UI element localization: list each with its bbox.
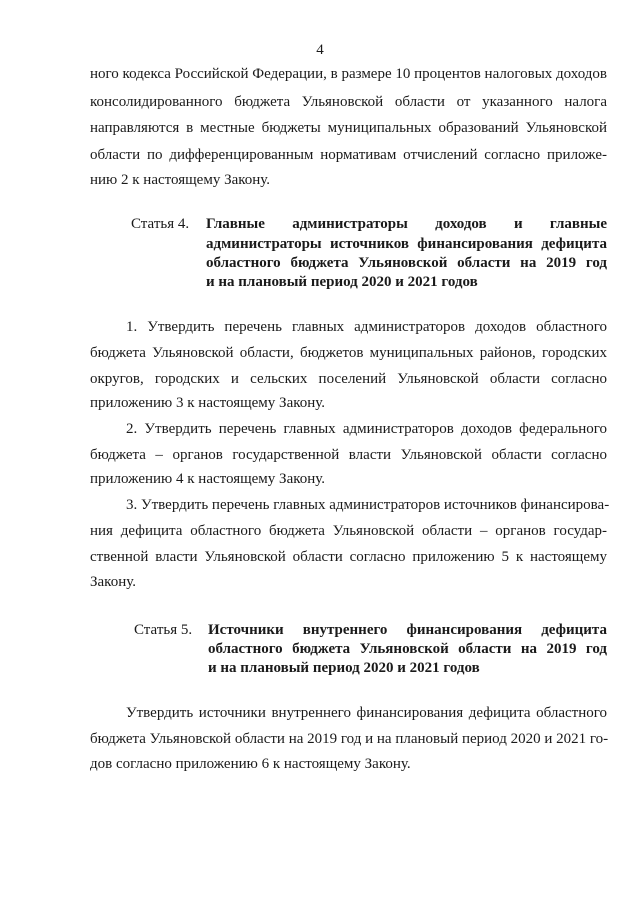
article-title-line: Источники внутреннего финансирования дефицита <box>208 622 607 638</box>
text-line: ного кодекса Российской Федерации, в размере 10 процентов налоговых доходов <box>90 66 608 82</box>
text-line: области по дифференцированным нормативам отчислений согласно приложе- <box>90 147 607 163</box>
text-line: ственной власти Ульяновской области согласно приложению 5 к настоящему <box>90 549 607 565</box>
text-line: консолидированного бюджета Ульяновской области от указанного налога <box>90 94 607 110</box>
text-line: Утвердить источники внутреннего финансирования дефицита областного <box>126 705 607 721</box>
article-label: Статья 5. <box>134 622 193 638</box>
article-title-line: и на плановый период 2020 и 2021 годов <box>208 660 480 676</box>
text-line: бюджета Ульяновской области, бюджетов муниципальных районов, городских <box>90 345 607 361</box>
text-line: нию 2 к настоящему Закону. <box>90 172 271 188</box>
text-line: бюджета Ульяновской области на 2019 год и на плановый период 2020 и 2021 го- <box>90 731 609 747</box>
text-line: бюджета – органов государственной власти Ульяновской области согласно <box>90 447 607 463</box>
article-title-line: администраторы источников финансирования дефицита <box>206 236 607 252</box>
text-line: дов согласно приложению 6 к настоящему Закону. <box>90 756 411 772</box>
article-title-line: Главные администраторы доходов и главные <box>206 216 607 232</box>
text-line: ния дефицита областного бюджета Ульяновской области – органов государ- <box>90 523 607 539</box>
article-title-line: областного бюджета Ульяновской области на 2019 год <box>206 255 607 271</box>
text-line: приложению 4 к настоящему Закону. <box>90 471 326 487</box>
text-line: 2. Утвердить перечень главных администраторов доходов федерального <box>126 421 607 437</box>
text-line: округов, городских и сельских поселений Ульяновской области согласно <box>90 371 607 387</box>
text-line: приложению 3 к настоящему Закону. <box>90 395 326 411</box>
page-number: 4 <box>316 42 324 58</box>
text-line: направляются в местные бюджеты муниципальных образований Ульяновской <box>90 120 607 136</box>
text-line: Закону. <box>90 574 136 590</box>
text-line: 3. Утвердить перечень главных администраторов источников финансирова- <box>126 497 610 513</box>
article-label: Статья 4. <box>131 216 190 232</box>
article-title-line: областного бюджета Ульяновской области на 2019 год <box>208 641 607 657</box>
text-line: 1. Утвердить перечень главных администраторов доходов областного <box>126 319 607 335</box>
article-title-line: и на плановый период 2020 и 2021 годов <box>206 274 478 290</box>
